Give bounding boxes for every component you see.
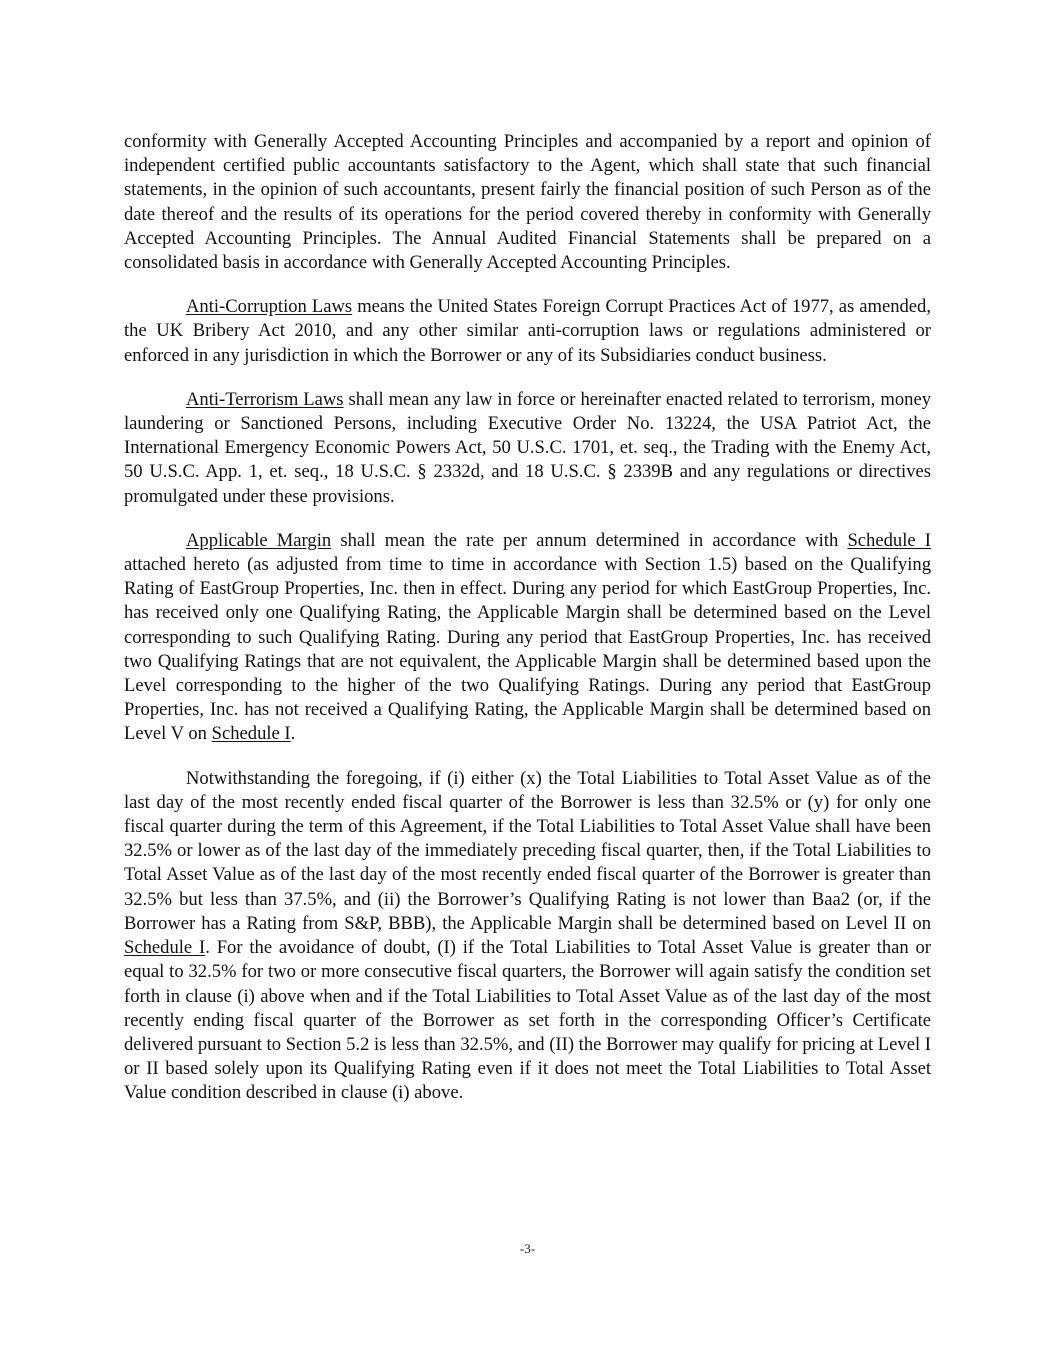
defined-term-anti-terrorism-laws: Anti-Terrorism Laws [186,388,344,410]
paragraph-text: shall mean the rate per annum determined in accordance with [331,529,848,551]
schedule-reference: Schedule I [847,529,932,551]
paragraph-text: means the United States Foreign Corrupt Practices Act of 1977, as amended, the UK Bribery Act 2010, and any other similar anti-corruption laws or regulations administered or enforced in any jurisdiction in which the Borrower or any of its Subsidiaries conduct business. [124,296,931,366]
paragraph-text: shall mean any law in force or hereinafter enacted related to terrorism, money laundering or Sanctioned Persons, including Executive Order No. 13224, the USA Patriot Act, the International Emergency Economic Powers Act, 50 U.S.C. 1701, et. seq., the Trading with the Enemy Act, 50 U.S.C. App. 1, et. seq., 18 U.S.C. § 2332d, and 18 U.S.C. § 2339B and any regulations or directives promulgated under these provisions. [124,388,931,507]
paragraph-financial-statements [124,130,931,275]
paragraph-notwithstanding [124,767,931,1106]
document-page [124,130,931,1126]
paragraph-text: . [290,723,296,745]
schedule-reference: Schedule I [124,937,206,959]
defined-term-applicable-margin: Applicable Margin [186,529,332,551]
paragraph-text: . For the avoidance of doubt, (I) if the Total Liabilities to Total Asset Value is greater than or equal to 32.5% for two or more consecutive fiscal quarters, the Borrower will again satisfy the condition set forth in clause (i) above when and if the Total Liabilities to Total Asset Value as of the last day of the most recently ending fiscal quarter of the Borrower as set forth in the corresponding Officer’s Certificate delivered pursuant to Section 5.2 is less than 32.5%, and (II) the Borrower may qualify for pricing at Level I or II based solely upon its Qualifying Rating even if it does not meet the Total Liabilities to Total Asset Value condition described in clause (i) above. [124,937,932,1104]
paragraph-text: attached hereto (as adjusted from time to time in accordance with Section 1.5) based on the Qualifying Rating of EastGroup Properties, Inc. then in effect. During any period for which EastGroup Properties, Inc. has received only one Qualifying Rating, the Applicable Margin shall be determined based on the Level corresponding to such Qualifying Rating. During any period that EastGroup Properties, Inc. has received two Qualifying Ratings that are not equivalent, the Applicable Margin shall be determined based upon the Level corresponding to the higher of the two Qualifying Ratings. During any period that EastGroup Properties, Inc. has not received a Qualifying Rating, the Applicable Margin shall be determined based on Level V on [124,554,931,745]
schedule-reference: Schedule I [211,723,291,745]
paragraph-anti-corruption-laws [124,295,931,368]
paragraph-applicable-margin [124,529,931,747]
page-number: -3- [519,1241,536,1256]
paragraph-text: conformity with Generally Accepted Accounting Principles and accompanied by a report and opinion of independent certified public accountants satisfactory to the Agent, which shall state that such financial statements, in the opinion of such accountants, present fairly the financial position of such Person as of the date thereof and the results of its operations for the period covered thereby in conformity with Generally Accepted Accounting Principles. The Annual Audited Financial Statements shall be prepared on a consolidated basis in accordance with Generally Accepted Accounting Principles. [124,131,931,274]
paragraph-anti-terrorism-laws [124,388,931,509]
defined-term-anti-corruption-laws: Anti-Corruption Laws [186,296,353,318]
paragraph-text: Notwithstanding the foregoing, if (i) either (x) the Total Liabilities to Total Asset Value as of the last day of the most recently ended fiscal quarter of the Borrower is less than 32.5% or (y) for only one fiscal quarter during the term of this Agreement, if the Total Liabilities to Total Asset Value shall have been 32.5% or lower as of the last day of the immediately preceding fiscal quarter, then, if the Total Liabilities to Total Asset Value as of the last day of the most recently ended fiscal quarter of the Borrower is greater than 32.5% but less than 37.5%, and (ii) the Borrower’s Qualifying Rating is not lower than Baa2 (or, if the Borrower has a Rating from S&P, BBB), the Applicable Margin shall be determined based on Level II on [124,767,931,934]
